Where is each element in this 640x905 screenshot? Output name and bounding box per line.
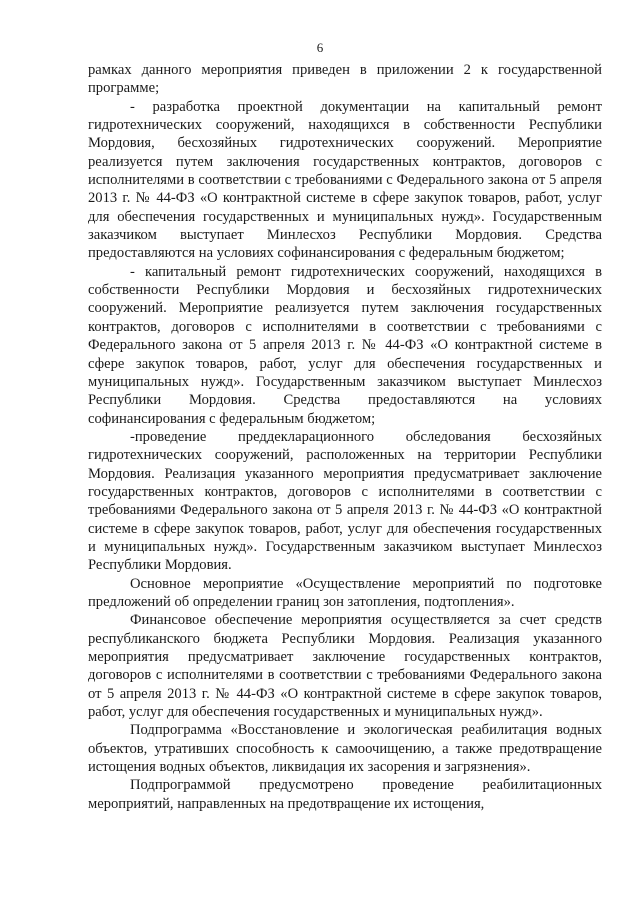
paragraph-subprogram: Подпрограмма «Восстановление и экологическая реабилитация водных объектов, утративших способность к самоочищению, а также предотвращение истощения водных объектов, ликвидация их засорения и загрязнения».: [88, 722, 602, 776]
document-body: [88, 61, 602, 813]
paragraph-pre-declaration-survey: -проведение преддекларационного обследования бесхозяйных гидротехнических сооружений, расположенных на территории Республики Мордовия. Реализация указанного мероприятия предусматривает заключение государственных контрактов, договоров с исполнителями в соответствии с требованиями Федерального закона от 5 апреля 2013 г. № 44-ФЗ «О контрактной системе в сфере закупок товаров, работ, услуг для обеспечения государственных и муниципальных нужд». Государственным заказчиком выступает Минлесхоз Республики Мордовия.: [88, 428, 602, 574]
paragraph-design-documentation: - разработка проектной документации на капитальный ремонт гидротехнических сооружений, находящихся в собственности Республики Мордовия, бесхозяйных гидротехнических сооружений. Мероприятие реализуется путем заключения государственных контрактов, договоров с исполнителями в соответствии с требованиями с Федерального закона от 5 апреля 2013 г. № 44-ФЗ «О контрактной системе в сфере закупок товаров, работ, услуг для обеспечения государственных и муниципальных нужд». Государственным заказчиком выступает Минлесхоз Республики Мордовия. Средства предоставляются на условиях софинансирования с федеральным бюджетом;: [88, 98, 602, 262]
paragraph-continuation: рамках данного мероприятия приведен в приложении 2 к государственной программе;: [88, 62, 602, 97]
page-number: 6: [316, 40, 324, 55]
paragraph-financing: Финансовое обеспечение мероприятия осуществляется за счет средств республиканского бюджета Республики Мордовия. Реализация указанного мероприятия предусматривает заключение государственных контрактов, договоров с исполнителями в соответствии с требованиями Федерального закона от 5 апреля 2013 г. № 44-ФЗ «О контрактной системе в сфере закупок товаров, работ, услуг для обеспечения государственных и муниципальных нужд».: [88, 612, 602, 721]
paragraph-main-activity: Основное мероприятие «Осуществление мероприятий по подготовке предложений об определении границ зон затопления, подтопления».: [88, 575, 602, 610]
paragraph-rehabilitation: Подпрограммой предусмотрено проведение реабилитационных мероприятий, направленных на предотвращение их истощения,: [88, 777, 602, 812]
paragraph-capital-repair: - капитальный ремонт гидротехнических сооружений, находящихся в собственности Республики Мордовия и бесхозяйных гидротехнических сооружений. Мероприятие реализуется путем заключения государственных контрактов, договоров с исполнителями в соответствии с требованиями с Федерального закона от 5 апреля 2013 г. № 44-ФЗ «О контрактной системе в сфере закупок товаров, работ, услуг для обеспечения государственных и муниципальных нужд». Государственным заказчиком выступает Минлесхоз Республики Мордовия. Средства предоставляются на условиях софинансирования с федеральным бюджетом;: [88, 263, 602, 427]
